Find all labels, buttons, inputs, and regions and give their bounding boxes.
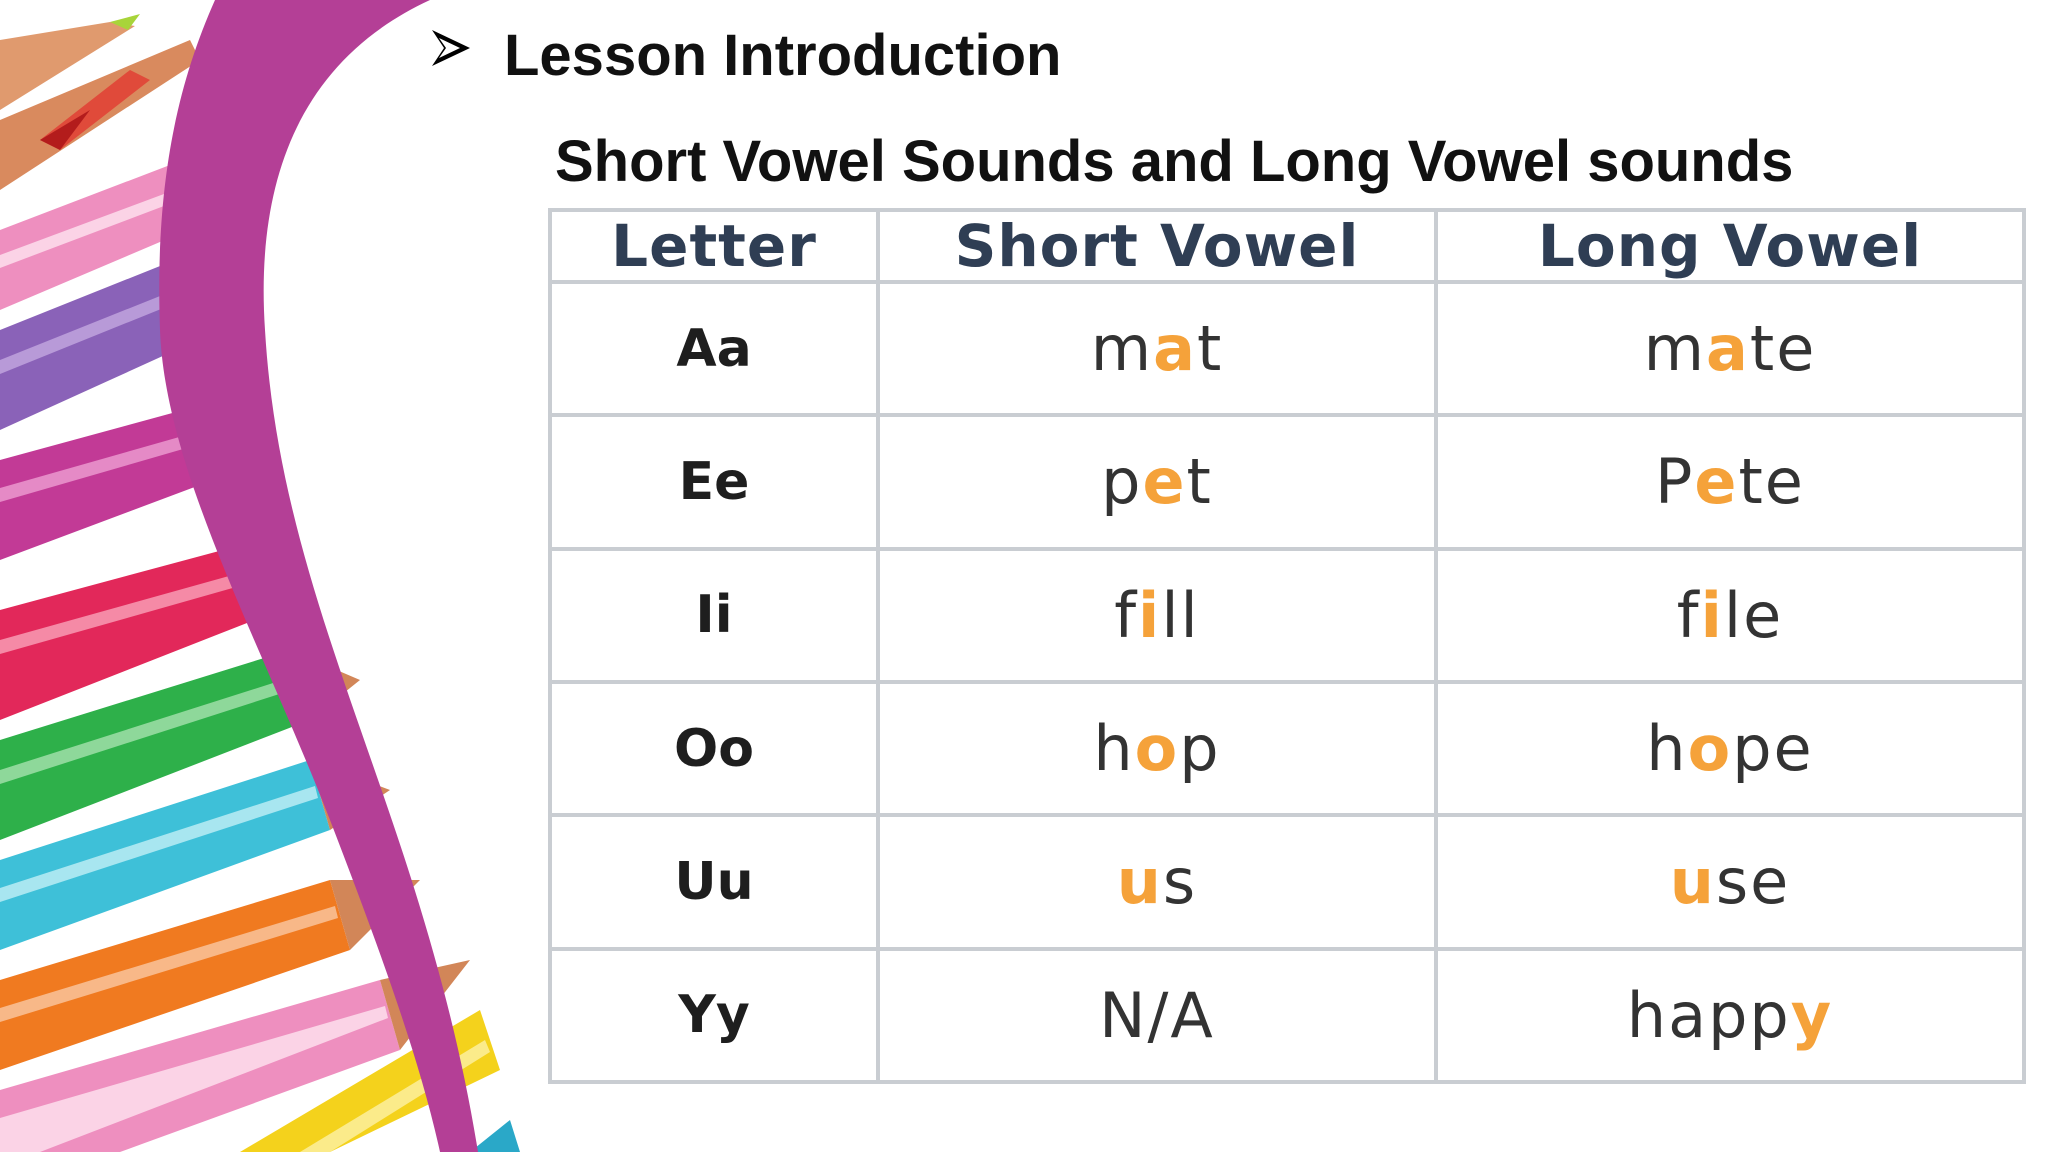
vowel-highlight: i (1138, 578, 1162, 652)
vowel-highlight: i (1700, 578, 1724, 652)
word-part: f (1676, 578, 1701, 652)
word-part: le (1723, 578, 1784, 652)
table-row (550, 415, 2024, 548)
vowel-highlight: a (1706, 312, 1750, 386)
vowel-highlight: u (1116, 845, 1163, 919)
word-part: happ (1626, 978, 1791, 1052)
word-part: pe (1732, 712, 1814, 786)
letter-cell: Yy (550, 949, 878, 1082)
word-part: h (1093, 712, 1135, 786)
word-part: N/A (1099, 978, 1215, 1052)
arrowhead-bullet-icon (428, 26, 472, 70)
vowel-highlight: u (1669, 845, 1716, 919)
word-part: f (1114, 578, 1139, 652)
letter-cell: Ii (550, 549, 878, 682)
short-vowel-cell (878, 549, 1436, 682)
vowel-highlight: e (1694, 445, 1739, 519)
vowel-highlight: a (1153, 312, 1197, 386)
pencil-teal-tip (470, 1120, 520, 1152)
page-title: Lesson Introduction (504, 23, 1062, 88)
word-part: t (1186, 445, 1213, 519)
word-part: te (1738, 445, 1805, 519)
word-part: P (1655, 445, 1695, 519)
word-part: p (1179, 712, 1221, 786)
page-subtitle: Short Vowel Sounds and Long Vowel sounds (555, 129, 1794, 194)
header-short-vowel: Short Vowel (878, 210, 1436, 282)
letter-cell: Aa (550, 282, 878, 415)
table-row (550, 949, 2024, 1082)
word-part: te (1749, 312, 1817, 386)
letter-cell: Oo (550, 682, 878, 815)
table-row (550, 815, 2024, 948)
long-vowel-cell (1436, 415, 2024, 548)
letter-cell: Uu (550, 815, 878, 948)
word-part: m (1090, 312, 1154, 386)
word-part: p (1101, 445, 1143, 519)
long-vowel-cell (1436, 549, 2024, 682)
word-part: se (1715, 845, 1791, 919)
table-row (550, 549, 2024, 682)
long-vowel-cell (1436, 282, 2024, 415)
word-part: t (1196, 312, 1224, 386)
vowel-highlight: o (1134, 712, 1180, 786)
table-row (550, 682, 2024, 815)
table-row (550, 282, 2024, 415)
header-letter: Letter (550, 210, 878, 282)
short-vowel-cell (878, 949, 1436, 1082)
short-vowel-cell (878, 682, 1436, 815)
vowel-highlight: o (1687, 712, 1733, 786)
word-part: ll (1161, 578, 1200, 652)
letter-cell: Ee (550, 415, 878, 548)
short-vowel-cell (878, 815, 1436, 948)
long-vowel-cell (1436, 682, 2024, 815)
header-long-vowel: Long Vowel (1436, 210, 2024, 282)
table-header-row (550, 210, 2024, 282)
long-vowel-cell (1436, 949, 2024, 1082)
word-part: h (1646, 712, 1688, 786)
short-vowel-cell (878, 282, 1436, 415)
word-part: m (1643, 312, 1707, 386)
vowel-table (548, 208, 2026, 1084)
vowel-highlight: e (1142, 445, 1187, 519)
short-vowel-cell (878, 415, 1436, 548)
word-part: s (1162, 845, 1198, 919)
long-vowel-cell (1436, 815, 2024, 948)
vowel-highlight: y (1790, 978, 1834, 1052)
